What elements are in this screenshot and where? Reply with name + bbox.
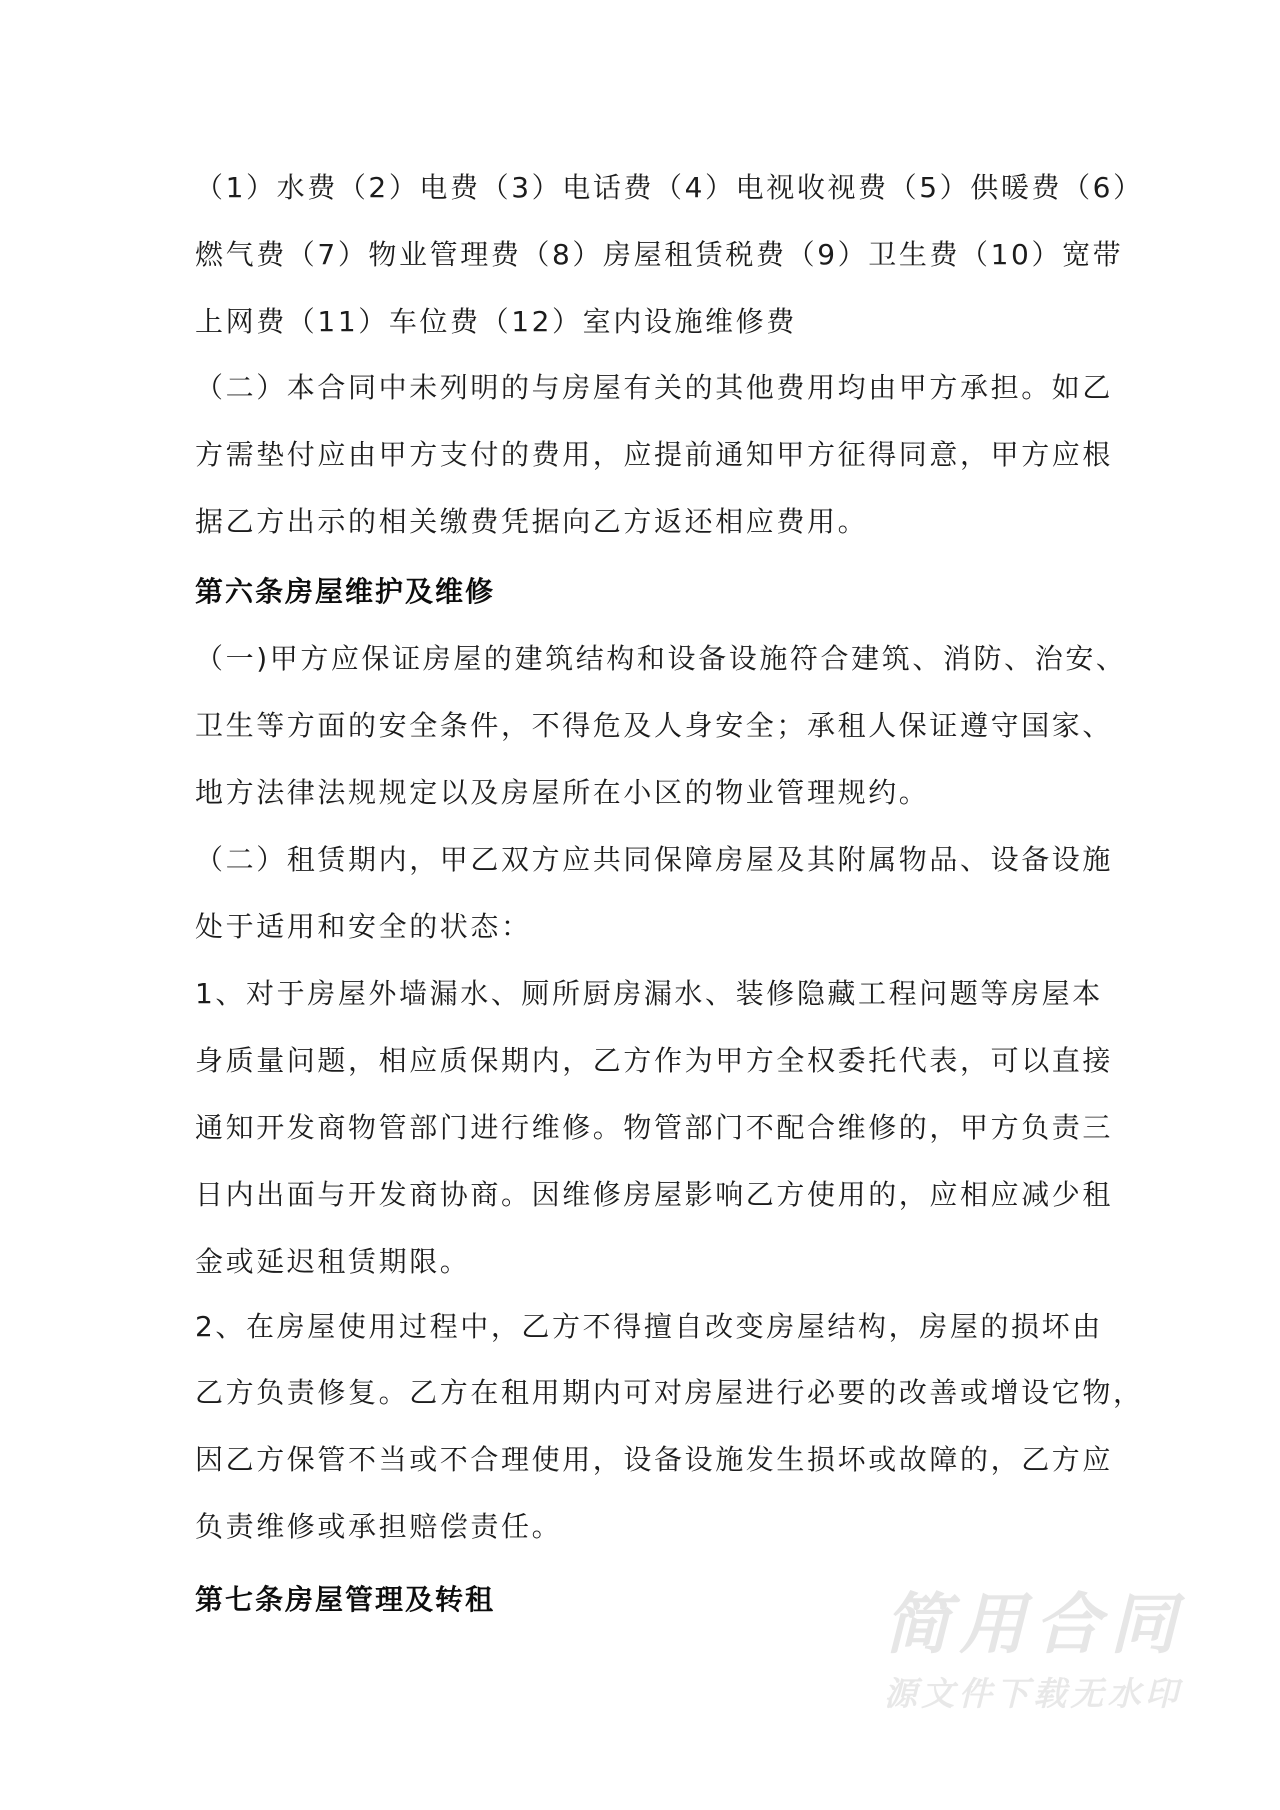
clause-6-2-line-1: （二）租赁期内，甲乙双方应共同保障房屋及其附属物品、设备设施 [195, 843, 1114, 876]
clause-5-2-line-3: 据乙方出示的相关缴费凭据向乙方返还相应费用。 [195, 505, 869, 538]
item-1-line-5: 金或延迟租赁期限。 [195, 1245, 471, 1278]
item-1-line-1: 1、对于房屋外墙漏水、厕所厨房漏水、装修隐藏工程问题等房屋本 [195, 977, 1103, 1010]
item-1-line-4: 日内出面与开发商协商。因维修房屋影响乙方使用的，应相应减少租 [195, 1178, 1114, 1211]
clause-5-2-line-2: 方需垫付应由甲方支付的费用，应提前通知甲方征得同意，甲方应根 [195, 438, 1114, 471]
item-2-line-4: 负责维修或承担赔偿责任。 [195, 1510, 563, 1543]
article-7-heading: 第七条房屋管理及转租 [195, 1583, 496, 1616]
watermark-subtitle: 源文件下载无水印 [884, 1674, 1178, 1713]
item-1-line-3: 通知开发商物管部门进行维修。物管部门不配合维修的，甲方负责三 [195, 1111, 1114, 1144]
watermark-title: 简用合同 [884, 1586, 1180, 1663]
item-2-line-1: 2、在房屋使用过程中，乙方不得擅自改变房屋结构，房屋的损坏由 [195, 1310, 1103, 1343]
clause-6-1-line-1: （一)甲方应保证房屋的建筑结构和设备设施符合建筑、消防、治安、 [195, 642, 1127, 675]
fee-list-line-1: （1）水费（2）电费（3）电话费（4）电视收视费（5）供暖费（6） [195, 171, 1144, 204]
clause-5-2-line-1: （二）本合同中未列明的与房屋有关的其他费用均由甲方承担。如乙 [195, 371, 1114, 404]
fee-list-line-3: 上网费（11）车位费（12）室内设施维修费 [195, 305, 797, 338]
clause-6-1-line-2: 卫生等方面的安全条件，不得危及人身安全；承租人保证遵守国家、 [195, 709, 1114, 742]
item-2-line-2: 乙方负责修复。乙方在租用期内可对房屋进行必要的改善或增设它物， [195, 1376, 1144, 1409]
article-6-heading: 第六条房屋维护及维修 [195, 575, 496, 608]
item-2-line-3: 因乙方保管不当或不合理使用，设备设施发生损坏或故障的，乙方应 [195, 1443, 1114, 1476]
clause-6-2-line-2: 处于适用和安全的状态： [195, 910, 532, 943]
clause-6-1-line-3: 地方法律法规规定以及房屋所在小区的物业管理规约。 [195, 776, 930, 809]
fee-list-line-2: 燃气费（7）物业管理费（8）房屋租赁税费（9）卫生费（10）宽带 [195, 238, 1124, 271]
item-1-line-2: 身质量问题，相应质保期内，乙方作为甲方全权委托代表，可以直接 [195, 1044, 1114, 1077]
